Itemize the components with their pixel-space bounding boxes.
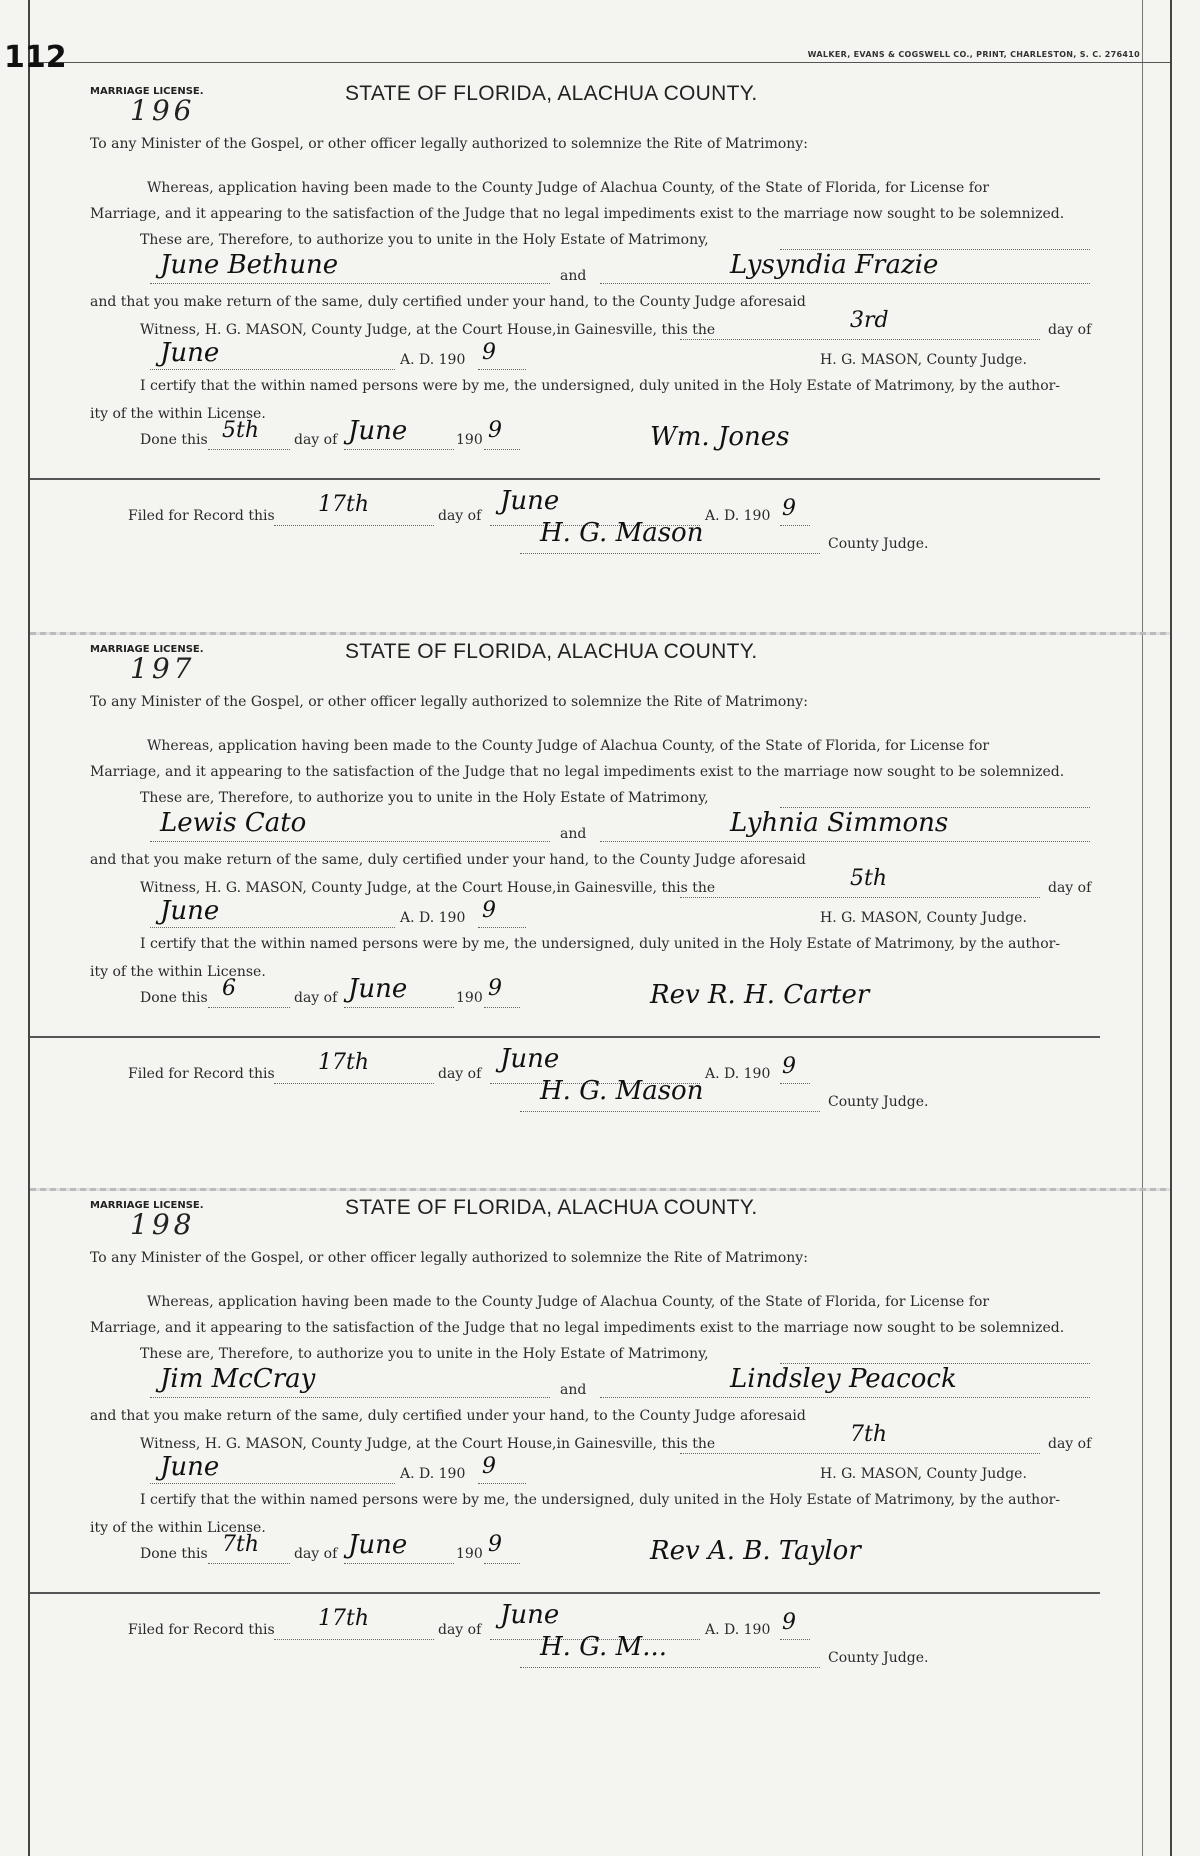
judge-signature: H. G. M... <box>540 1632 667 1662</box>
filed-month: June <box>500 1600 560 1630</box>
bride-name: Lysyndia Frazie <box>730 250 939 280</box>
fill-line <box>274 1638 434 1640</box>
fill-line <box>150 282 550 284</box>
signature-rule <box>30 1592 1100 1594</box>
fill-line <box>600 1396 1090 1398</box>
certify-text-cont: ity of the within License. <box>90 1520 266 1536</box>
signature-rule <box>30 478 1100 480</box>
fill-line <box>520 1666 820 1668</box>
groom-name: Lewis Cato <box>160 808 307 838</box>
judge-signature: H. G. Mason <box>540 1076 704 1106</box>
judge-signature: H. G. Mason <box>540 518 704 548</box>
groom-name: June Bethune <box>160 250 339 280</box>
whereas-text: Whereas, application having been made to the County Judge of Alachua County, of the State of Florida, for License for <box>147 180 990 196</box>
county-judge-text: County Judge. <box>828 536 929 552</box>
to-minister-text: To any Minister of the Gospel, or other officer legally authorized to solemnize the Rite of Matrimony: <box>90 1250 808 1266</box>
day-of-text: day of <box>438 508 482 524</box>
and-text: and <box>560 1382 587 1398</box>
ad-text: A. D. 190 <box>705 1066 771 1082</box>
done-year: 9 <box>488 1532 502 1557</box>
filed-day: 17th <box>318 1050 370 1075</box>
day-of-text: day of <box>438 1622 482 1638</box>
fill-line <box>344 1562 454 1564</box>
return-text: and that you make return of the same, duly certified under your hand, to the County Judge aforesaid <box>90 294 806 310</box>
day-of-text: day of <box>438 1066 482 1082</box>
filed-text: Filed for Record this <box>128 508 275 524</box>
fill-line <box>274 1082 434 1084</box>
right-margin-line <box>1170 0 1172 1856</box>
whereas-text-cont: Marriage, and it appearing to the satisfaction of the Judge that no legal impediments exist to the marriage now sought to be solemnized. <box>90 764 1065 780</box>
these-are-text: These are, Therefore, to authorize you to unite in the Holy Estate of Matrimony, <box>140 790 709 806</box>
county-judge-text: County Judge. <box>828 1094 929 1110</box>
year-prefix-text: 190 <box>456 1546 483 1562</box>
day-of-text: day of <box>1048 1436 1092 1452</box>
witness-month: June <box>160 896 220 926</box>
fill-line <box>150 368 395 370</box>
witness-text: Witness, H. G. MASON, County Judge, at the Court House,in Gainesville, this the <box>140 1436 716 1452</box>
witness-day: 5th <box>850 866 888 891</box>
filed-year: 9 <box>782 1610 796 1635</box>
filed-text: Filed for Record this <box>128 1066 275 1082</box>
fill-line <box>478 1482 526 1484</box>
judge-text: H. G. MASON, County Judge. <box>820 352 1027 368</box>
marriage-license <box>90 82 1100 642</box>
witness-year: 9 <box>482 898 496 923</box>
fill-line <box>208 1006 290 1008</box>
witness-year: 9 <box>482 1454 496 1479</box>
done-day: 6 <box>222 976 236 1001</box>
license-label: MARRIAGE LICENSE. <box>90 1200 204 1211</box>
done-this-text: Done this <box>140 990 208 1006</box>
these-are-text: These are, Therefore, to authorize you to unite in the Holy Estate of Matrimony, <box>140 1346 709 1362</box>
ad-text: A. D. 190 <box>705 1622 771 1638</box>
certify-text: I certify that the within named persons were by me, the undersigned, duly united in the Holy Estate of Matrimony, by the author- <box>140 936 1061 952</box>
fill-line <box>484 1562 520 1564</box>
filed-month: June <box>500 1044 560 1074</box>
done-this-text: Done this <box>140 1546 208 1562</box>
fill-line <box>600 282 1090 284</box>
filed-month: June <box>500 486 560 516</box>
fill-line <box>484 1006 520 1008</box>
state-heading: STATE OF FLORIDA, ALACHUA COUNTY. <box>345 82 758 105</box>
certify-text-cont: ity of the within License. <box>90 406 266 422</box>
license-label: MARRIAGE LICENSE. <box>90 86 204 97</box>
day-of-text: day of <box>1048 322 1092 338</box>
filed-year: 9 <box>782 1054 796 1079</box>
and-text: and <box>560 268 587 284</box>
ad-text: A. D. 190 <box>400 1466 466 1482</box>
fill-line <box>150 1482 395 1484</box>
ad-text: A. D. 190 <box>400 352 466 368</box>
state-heading: STATE OF FLORIDA, ALACHUA COUNTY. <box>345 640 758 663</box>
fill-line <box>274 524 434 526</box>
fill-line <box>780 1082 810 1084</box>
fill-line <box>600 840 1090 842</box>
top-rule <box>30 62 1170 63</box>
fill-line <box>680 338 1040 340</box>
fill-line <box>478 368 526 370</box>
witness-month: June <box>160 338 220 368</box>
right-inner-line <box>1142 0 1143 1856</box>
fill-line <box>680 896 1040 898</box>
witness-day: 3rd <box>850 308 889 333</box>
ad-text: A. D. 190 <box>705 508 771 524</box>
signature-rule <box>30 1036 1100 1038</box>
license-number: 196 <box>130 94 196 127</box>
fill-line <box>680 1452 1040 1454</box>
day-of-text: day of <box>294 990 338 1006</box>
done-year: 9 <box>488 418 502 443</box>
witness-text: Witness, H. G. MASON, County Judge, at the Court House,in Gainesville, this the <box>140 322 716 338</box>
county-judge-text: County Judge. <box>828 1650 929 1666</box>
done-day: 5th <box>222 418 260 443</box>
day-of-text: day of <box>1048 880 1092 896</box>
fill-line <box>520 552 820 554</box>
groom-name: Jim McCray <box>160 1364 316 1394</box>
filed-day: 17th <box>318 492 370 517</box>
to-minister-text: To any Minister of the Gospel, or other officer legally authorized to solemnize the Rite of Matrimony: <box>90 136 808 152</box>
fill-line <box>150 926 395 928</box>
to-minister-text: To any Minister of the Gospel, or other officer legally authorized to solemnize the Rite of Matrimony: <box>90 694 808 710</box>
fill-line <box>780 1638 810 1640</box>
marriage-license <box>90 640 1100 1200</box>
bride-name: Lindsley Peacock <box>730 1364 957 1394</box>
return-text: and that you make return of the same, duly certified under your hand, to the County Judge aforesaid <box>90 1408 806 1424</box>
fill-line <box>520 1110 820 1112</box>
fill-line <box>208 448 290 450</box>
fill-line <box>208 1562 290 1564</box>
license-number: 198 <box>130 1208 196 1241</box>
ad-text: A. D. 190 <box>400 910 466 926</box>
printer-imprint: WALKER, EVANS & COGSWELL CO., PRINT, CHARLESTON, S. C. 276410 <box>807 50 1140 59</box>
witness-month: June <box>160 1452 220 1482</box>
filed-year: 9 <box>782 496 796 521</box>
whereas-text-cont: Marriage, and it appearing to the satisfaction of the Judge that no legal impediments exist to the marriage now sought to be solemnized. <box>90 206 1065 222</box>
done-year: 9 <box>488 976 502 1001</box>
whereas-text: Whereas, application having been made to the County Judge of Alachua County, of the State of Florida, for License for <box>147 738 990 754</box>
return-text: and that you make return of the same, duly certified under your hand, to the County Judge aforesaid <box>90 852 806 868</box>
bride-name: Lyhnia Simmons <box>730 808 949 838</box>
page-number: 112 <box>4 40 67 75</box>
whereas-text-cont: Marriage, and it appearing to the satisfaction of the Judge that no legal impediments exist to the marriage now sought to be solemnized. <box>90 1320 1065 1336</box>
judge-text: H. G. MASON, County Judge. <box>820 1466 1027 1482</box>
done-day: 7th <box>222 1532 260 1557</box>
done-month: June <box>348 1530 408 1560</box>
marriage-license <box>90 1196 1100 1756</box>
filed-text: Filed for Record this <box>128 1622 275 1638</box>
witness-day: 7th <box>850 1422 888 1447</box>
done-this-text: Done this <box>140 432 208 448</box>
officiant-signature: Wm. Jones <box>650 422 790 452</box>
filed-day: 17th <box>318 1606 370 1631</box>
left-margin-line <box>28 0 30 1856</box>
fill-line <box>780 524 810 526</box>
fill-line <box>344 448 454 450</box>
officiant-signature: Rev R. H. Carter <box>650 980 870 1010</box>
witness-year: 9 <box>482 340 496 365</box>
done-month: June <box>348 416 408 446</box>
certify-text: I certify that the within named persons were by me, the undersigned, duly united in the Holy Estate of Matrimony, by the author- <box>140 378 1061 394</box>
fill-line <box>344 1006 454 1008</box>
year-prefix-text: 190 <box>456 432 483 448</box>
day-of-text: day of <box>294 1546 338 1562</box>
fill-line <box>150 840 550 842</box>
whereas-text: Whereas, application having been made to the County Judge of Alachua County, of the State of Florida, for License for <box>147 1294 990 1310</box>
fill-line <box>150 1396 550 1398</box>
certify-text: I certify that the within named persons were by me, the undersigned, duly united in the Holy Estate of Matrimony, by the author- <box>140 1492 1061 1508</box>
fill-line <box>484 448 520 450</box>
license-label: MARRIAGE LICENSE. <box>90 644 204 655</box>
year-prefix-text: 190 <box>456 990 483 1006</box>
certify-text-cont: ity of the within License. <box>90 964 266 980</box>
day-of-text: day of <box>294 432 338 448</box>
fill-line <box>478 926 526 928</box>
state-heading: STATE OF FLORIDA, ALACHUA COUNTY. <box>345 1196 758 1219</box>
these-are-text: These are, Therefore, to authorize you to unite in the Holy Estate of Matrimony, <box>140 232 709 248</box>
and-text: and <box>560 826 587 842</box>
officiant-signature: Rev A. B. Taylor <box>650 1536 861 1566</box>
judge-text: H. G. MASON, County Judge. <box>820 910 1027 926</box>
license-number: 197 <box>130 652 196 685</box>
done-month: June <box>348 974 408 1004</box>
witness-text: Witness, H. G. MASON, County Judge, at the Court House,in Gainesville, this the <box>140 880 716 896</box>
